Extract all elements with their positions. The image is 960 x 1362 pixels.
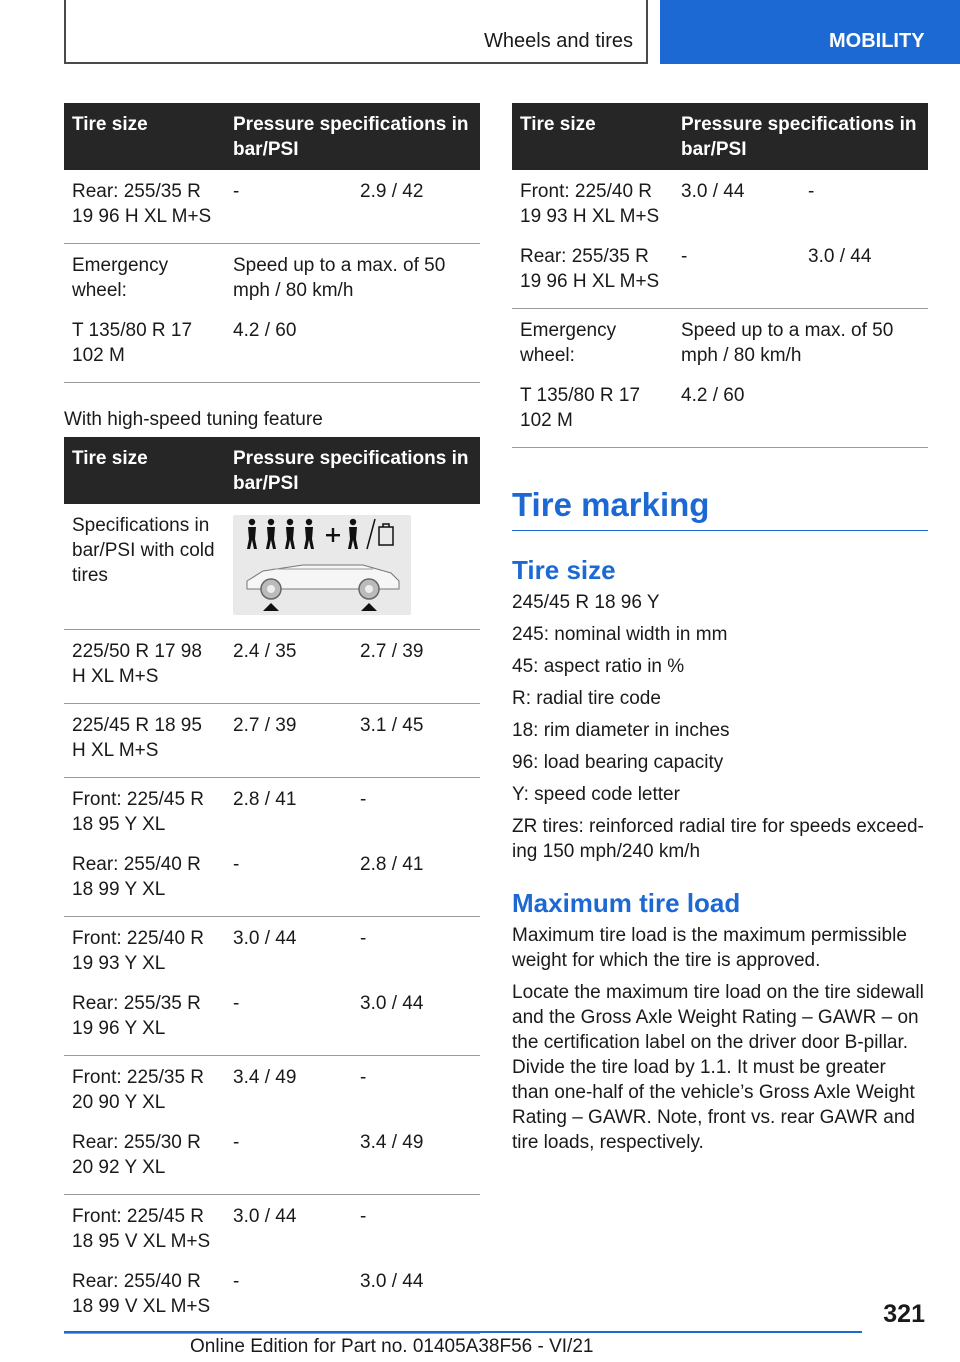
cell-tire-size: Rear: 255/35 R 19 96 H XL M+S [64,170,225,244]
tire-marking-heading: Tire marking [512,486,928,531]
cell-speed-limit: Speed up to a max. of 50 mph / 80 km/h [681,320,894,366]
header-tire-size: Tire size [64,103,225,170]
cell-tire-size: 225/45 R 18 95 H XL M+S [64,704,225,778]
table-row [64,1121,480,1195]
pressure-table-right [512,103,928,448]
cell-pressure-rear: - [360,789,367,810]
max-tire-load-heading: Maximum tire load [512,888,741,918]
table-row [512,374,928,448]
cell-pressure: 4.2 / 60 [673,374,928,448]
chapter-badge-label: MOBILITY [829,30,925,52]
cell-pressure-front: - [225,170,352,244]
cell-pressure-rear: 2.8 / 41 [352,843,480,917]
right-column [512,103,928,1162]
cell-pressure-front: - [673,235,800,309]
cell-tire-size: Emergency wheel: [520,320,617,366]
cell-pressure-rear: - [808,181,815,202]
cell-tire-size: Front: 225/40 R 19 93 H XL M+S [520,181,660,227]
load-diagram-cell [225,504,480,630]
header-tire-size: Tire size [64,437,225,504]
left-column [64,103,480,1334]
table-row [64,704,480,778]
table-row [64,843,480,917]
pressure-table-continued [64,103,480,383]
cell-pressure-rear: 3.4 / 49 [352,1121,480,1195]
tire-size-line: 245: nominal width in mm [512,624,728,645]
cell-pressure-front: 2.7 / 39 [225,704,352,778]
table-row [512,170,928,235]
table-header-row [64,103,480,170]
tire-size-heading: Tire size [512,555,616,585]
tire-size-line: R: radial tire code [512,688,661,709]
table-header-row [64,437,480,504]
vehicle-load-icon [233,515,411,615]
cell-tire-size: Rear: 255/40 R 18 99 Y XL [64,843,225,917]
cell-tire-size: Front: 225/35 R 20 90 Y XL [72,1067,205,1113]
table-row [64,917,480,983]
tire-size-line: ZR tires: reinforced radial tire for speeds exceeding 150 mph/240 km/h [512,816,924,862]
edition-text: Online Edition for Part no. 01405A38F56 - VI/21 [190,1336,594,1357]
cell-pressure-front: 2.4 / 35 [225,630,352,704]
cell-pressure-rear: - [360,1067,367,1088]
cell-pressure-front: 3.0 / 44 [233,1206,297,1227]
tire-size-line: 18: rim diameter in inches [512,720,730,741]
table-row [64,1056,480,1122]
cell-pressure-front: - [225,843,352,917]
table-row [64,630,480,704]
cell-pressure-front: - [225,1260,352,1334]
cell-pressure-front: - [225,1121,352,1195]
tire-size-line: 245/45 R 18 96 Y [512,592,660,613]
cell-pressure-front: 3.0 / 44 [681,181,745,202]
cold-tires-label: Specifications in bar/PSI with cold tires [64,504,225,630]
cell-pressure-rear: 3.0 / 44 [800,235,928,309]
table-row [512,309,928,375]
cell-pressure-front: - [225,982,352,1056]
max-load-paragraph: Maximum tire load is the maximum permissible weight for which the tire is approved. [512,925,907,971]
table-row [64,1260,480,1334]
cell-tire-size: Rear: 255/30 R 20 92 Y XL [64,1121,225,1195]
cell-pressure-front: 3.4 / 49 [233,1067,297,1088]
header-pressure: Pressure specifications in bar/PSI [673,103,928,170]
header-tire-size: Tire size [512,103,673,170]
cell-tire-size: 225/50 R 17 98 H XL M+S [64,630,225,704]
tire-size-line: 96: load bearing capacity [512,752,724,773]
table-row [64,504,480,630]
cell-tire-size: Rear: 255/35 R 19 96 Y XL [64,982,225,1056]
cell-tire-size: Front: 225/45 R 18 95 V XL M+S [72,1206,211,1252]
cell-pressure-rear: - [360,928,367,949]
cell-pressure-rear: 3.1 / 45 [352,704,480,778]
vehicle-load-diagram [233,515,411,615]
high-speed-pressure-table [64,437,480,1334]
table-row [64,778,480,844]
table-row [64,244,480,310]
tire-size-line: 45: aspect ratio in % [512,656,685,677]
cell-tire-size: T 135/80 R 17 102 M [64,309,225,383]
table-header-row [512,103,928,170]
page-number: 321 [883,1300,925,1328]
cell-pressure: 4.2 / 60 [225,309,480,383]
cell-tire-size: Emergency wheel: [72,255,169,301]
section-title: Wheels and tires [484,30,633,52]
table-row [64,170,480,244]
cell-pressure-rear: 3.0 / 44 [352,982,480,1056]
footer-divider [64,1331,862,1333]
high-speed-caption: With high-speed tuning feature [64,409,323,430]
chapter-badge [660,0,960,64]
cell-tire-size: Rear: 255/40 R 18 99 V XL M+S [64,1260,225,1334]
header-box [64,0,648,64]
tire-size-line: Y: speed code letter [512,784,680,805]
cell-pressure-rear: 3.0 / 44 [352,1260,480,1334]
cell-pressure-rear: - [360,1206,367,1227]
cell-pressure-rear: 2.9 / 42 [352,170,480,244]
table-row [64,309,480,383]
cell-tire-size: T 135/80 R 17 102 M [512,374,673,448]
cell-speed-limit: Speed up to a max. of 50 mph / 80 km/h [233,255,446,301]
cell-pressure-front: 3.0 / 44 [233,928,297,949]
cell-tire-size: Rear: 255/35 R 19 96 H XL M+S [512,235,673,309]
max-load-paragraph: Locate the maximum tire load on the tire sidewall and the Gross Axle Weight Rating – GAWR – on the certification label on the driver door B-pillar. Divide the tire load by 1.1. It must be greater than one-half of the vehicle’s Gross Axle Weight Rating – GAWR. Note, front vs. rear GAWR and tire loads, respectively. [512,982,924,1153]
cell-tire-size: Front: 225/40 R 19 93 Y XL [72,928,205,974]
header-pressure: Pressure specifications in bar/PSI [225,437,480,504]
table-row [64,982,480,1056]
header-pressure: Pressure specifications in bar/PSI [225,103,480,170]
cell-pressure-rear: 2.7 / 39 [352,630,480,704]
table-row [512,235,928,309]
table-row [64,1195,480,1261]
cell-tire-size: Front: 225/45 R 18 95 Y XL [72,789,205,835]
cell-pressure-front: 2.8 / 41 [233,789,297,810]
